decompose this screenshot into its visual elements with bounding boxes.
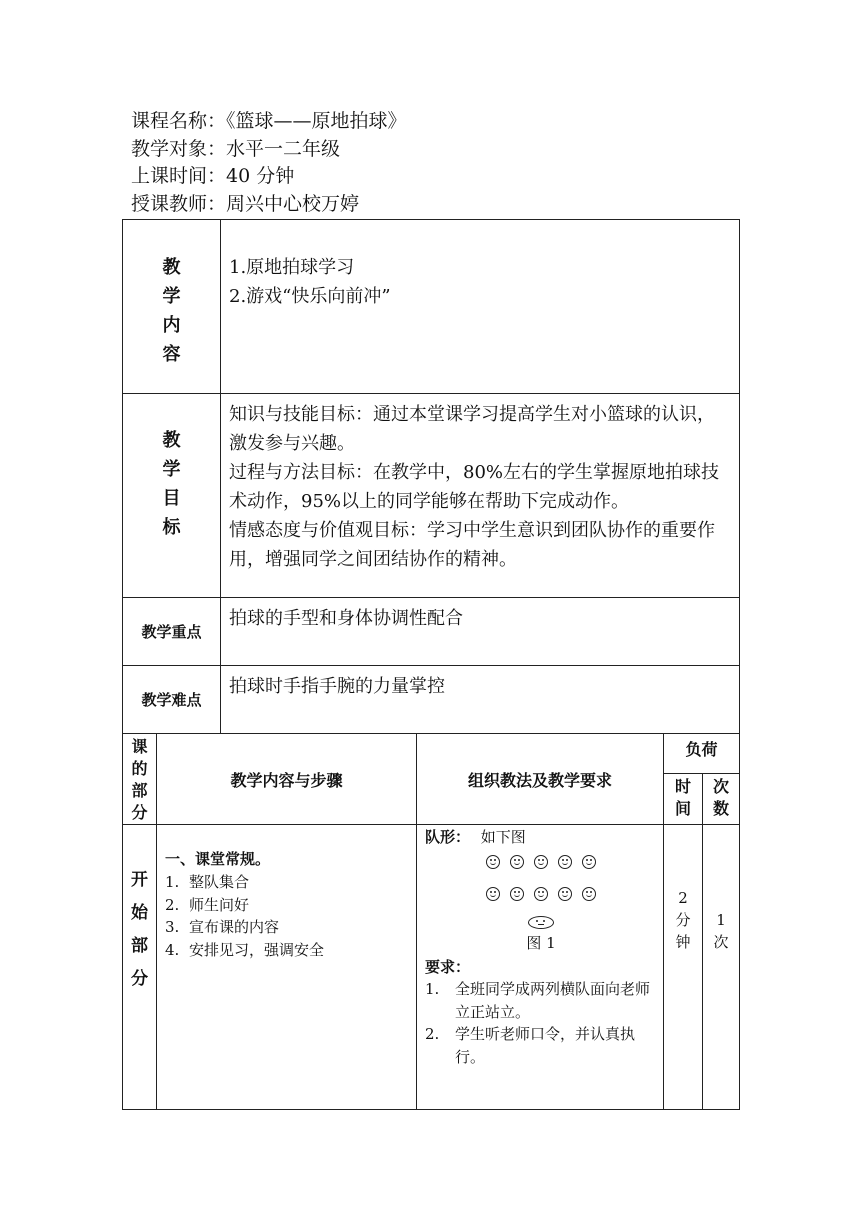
teacher-name: 授课教师：周兴中心校万婷 xyxy=(131,192,360,215)
class-duration: 上课时间：40 分钟 xyxy=(131,165,295,187)
teaching-goals-label: 教 学 目 标 xyxy=(123,394,221,598)
student-icon xyxy=(510,855,524,869)
list-item: 1. 整队集合 xyxy=(165,873,250,891)
teacher-icon xyxy=(528,916,554,929)
col-header-part: 课 的 部 分 xyxy=(123,734,157,825)
student-icon xyxy=(510,887,524,901)
part-start-label: 开 始 部 分 xyxy=(123,825,157,1110)
count-cell: 1 次 xyxy=(703,825,740,1110)
steps-cell xyxy=(157,825,417,1110)
list-item: 1. 全班同学成两列横队面向老师立正站立。 xyxy=(425,980,651,1021)
key-point-label: 教学重点 xyxy=(123,598,221,666)
teaching-content xyxy=(221,220,740,394)
student-icon xyxy=(486,855,500,869)
col-header-count: 次 数 xyxy=(703,774,740,825)
key-point-text: 拍球的手型和身体协调性配合 xyxy=(221,598,740,666)
teaching-goals xyxy=(221,394,740,598)
teaching-content-label: 教 学 内 容 xyxy=(123,220,221,394)
list-item: 2. 师生问好 xyxy=(165,895,250,914)
steps-title: 一、课堂常规。 xyxy=(165,850,271,868)
goal-process: 过程与方法目标：在教学中，80%左右的学生掌握原地拍球技术动作，95%以上的同学能够在帮助下完成动作。 xyxy=(229,462,720,512)
lesson-info-table xyxy=(122,219,740,734)
student-icon xyxy=(486,887,500,901)
content-item: 1.原地拍球学习 xyxy=(229,257,355,278)
time-cell: 2 分 钟 xyxy=(664,825,703,1110)
method-cell xyxy=(417,825,664,1110)
col-header-steps: 教学内容与步骤 xyxy=(157,734,417,825)
requirements-list xyxy=(425,978,657,1068)
difficulty-text: 拍球时手指手腕的力量掌控 xyxy=(221,666,740,734)
list-item: 2. 学生听老师口令，并认真执行。 xyxy=(425,1025,636,1066)
lesson-header xyxy=(131,108,407,218)
teaching-audience: 教学对象：水平一二年级 xyxy=(131,137,341,160)
requirements-label: 要求： xyxy=(425,958,471,976)
formation-row-2 xyxy=(425,885,657,901)
formation-row-1 xyxy=(425,853,657,869)
student-icon xyxy=(582,855,596,869)
difficulty-label: 教学难点 xyxy=(123,666,221,734)
list-item: 4. 安排见习，强调安全 xyxy=(165,940,325,959)
col-header-load: 负荷 xyxy=(664,734,740,774)
goal-knowledge: 知识与技能目标：通过本堂课学习提高学生对小篮球的认识，激发参与兴趣。 xyxy=(229,404,715,454)
course-name: 课程名称：《篮球——原地拍球》 xyxy=(131,110,407,132)
figure-caption: 图 1 xyxy=(526,934,556,952)
formation-text: 如下图 xyxy=(480,828,526,846)
formation-teacher xyxy=(425,916,657,931)
lesson-procedure-table xyxy=(122,733,740,1110)
steps-list xyxy=(157,871,416,961)
formation-label: 队形： xyxy=(425,828,471,846)
col-header-method: 组织教法及教学要求 xyxy=(417,734,664,825)
student-icon xyxy=(534,855,548,869)
content-item: 2.游戏“快乐向前冲” xyxy=(229,286,391,307)
list-item: 3. 宣布课的内容 xyxy=(165,918,280,936)
student-icon xyxy=(534,887,548,901)
student-icon xyxy=(558,855,572,869)
student-icon xyxy=(582,887,596,901)
student-icon xyxy=(558,887,572,901)
col-header-time: 时 间 xyxy=(664,774,703,825)
goal-attitude: 情感态度与价值观目标：学习中学生意识到团队协作的重要作用，增强同学之间团结协作的精神。 xyxy=(229,520,715,570)
